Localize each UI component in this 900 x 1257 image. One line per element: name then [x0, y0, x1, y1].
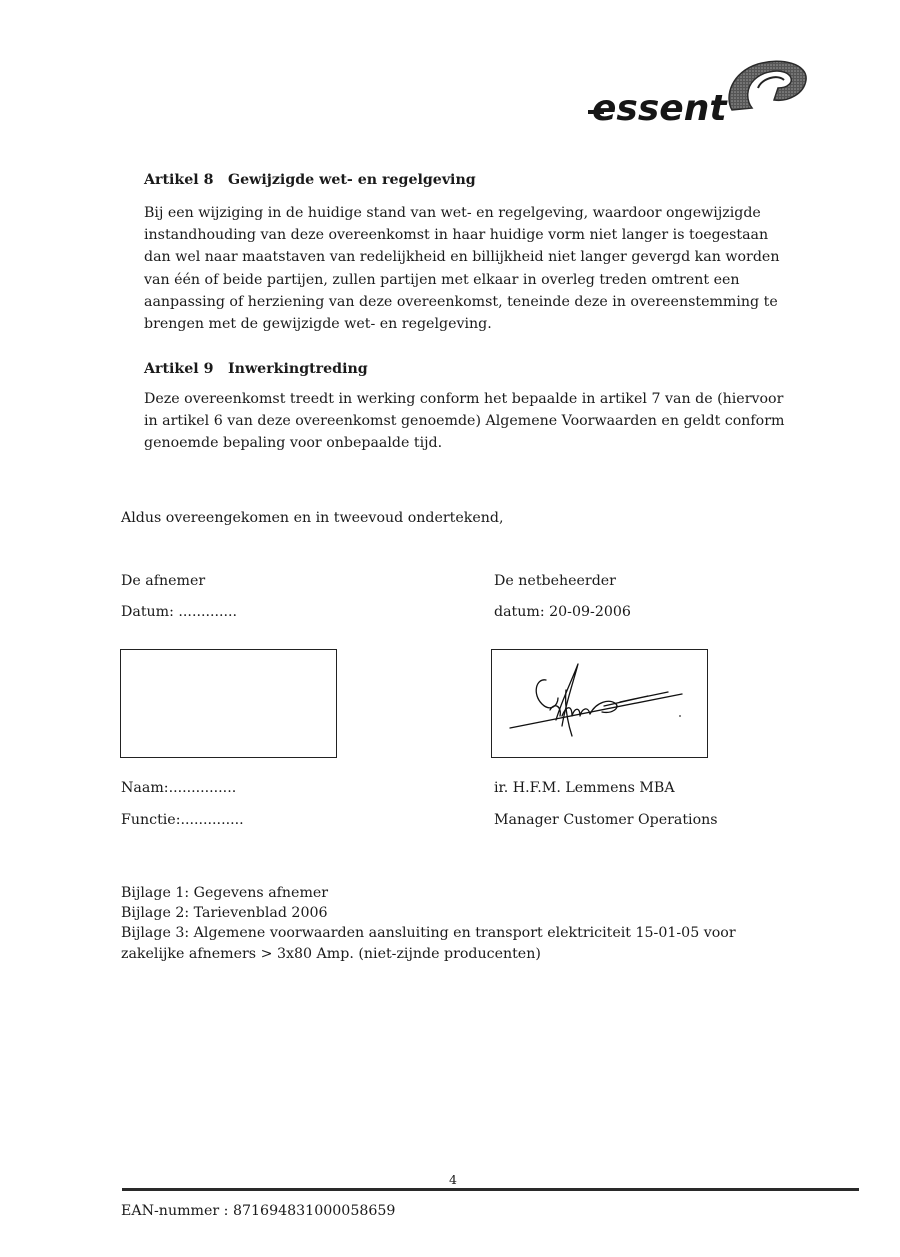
- article-8-line: van één of beide partijen, zullen partijen met elkaar in overleg treden omtrent een: [144, 271, 740, 288]
- attachments-list: [121, 883, 736, 964]
- article-8-title: Gewijzigde wet- en regelgeving: [228, 172, 476, 188]
- afnemer-role: De afnemer: [121, 573, 206, 589]
- afnemer-function-field: Functie:..............: [121, 812, 244, 828]
- article-9-line: in artikel 6 van deze overeenkomst genoemde) Algemene Voorwaarden en geldt conform: [144, 413, 785, 430]
- attachment-item: Bijlage 1: Gegevens afnemer: [121, 885, 329, 901]
- logo-text: essent: [592, 88, 727, 129]
- article-9-line: Deze overeenkomst treedt in werking conform het bepaalde in artikel 7 van de (hiervoor: [144, 391, 784, 407]
- article-8-line: dan wel naar maatstaven van redelijkheid en billijkheid niet langer gevergd kan worden: [144, 249, 780, 266]
- netbeheerder-role: De netbeheerder: [494, 573, 616, 589]
- afnemer-signature-box: [120, 649, 337, 758]
- ean-number: EAN-nummer : 871694831000058659: [121, 1203, 396, 1219]
- article-9-number: Artikel 9: [144, 361, 214, 377]
- article-9-title: Inwerkingtreding: [228, 361, 368, 377]
- netbeheerder-name: ir. H.F.M. Lemmens MBA: [494, 780, 675, 796]
- handwritten-signature-icon: [492, 650, 706, 756]
- article-8-line: brengen met de gewijzigde wet- en regelgeving.: [144, 316, 492, 333]
- article-8-line: instandhouding van deze overeenkomst in haar huidige vorm niet langer is toegestaan: [144, 227, 769, 244]
- afnemer-name-field: Naam:...............: [121, 780, 237, 796]
- netbeheerder-signature-box: [491, 649, 708, 758]
- attachment-item: zakelijke afnemers > 3x80 Amp. (niet-zijnde producenten): [121, 945, 541, 962]
- footer-divider: [122, 1188, 859, 1191]
- article-8-body: [144, 202, 779, 335]
- article-9-body: [144, 388, 784, 455]
- article-8-line: Bij een wijziging in de huidige stand van wet- en regelgeving, waardoor ongewijzigde: [144, 205, 761, 221]
- netbeheerder-date: datum: 20-09-2006: [494, 604, 631, 620]
- page-number: 4: [449, 1172, 457, 1187]
- article-9-line: genoemde bepaling voor onbepaalde tijd.: [144, 435, 443, 452]
- article-8-heading: [144, 172, 476, 188]
- essent-logo: [592, 58, 822, 138]
- afnemer-date-field: Datum: .............: [121, 604, 238, 620]
- article-9-heading: [144, 361, 368, 377]
- article-8-number: Artikel 8: [144, 172, 214, 188]
- attachment-item: Bijlage 2: Tarievenblad 2006: [121, 905, 328, 922]
- netbeheerder-function: Manager Customer Operations: [494, 812, 718, 828]
- attachment-item: Bijlage 3: Algemene voorwaarden aansluiting en transport elektriciteit 15-01-05 voor: [121, 925, 736, 942]
- logo-swirl-icon: [722, 58, 812, 118]
- article-8-line: aanpassing of herziening van deze overeenkomst, teneinde deze in overeenstemming te: [144, 293, 778, 310]
- agreement-statement: Aldus overeengekomen en in tweevoud ondertekend,: [121, 510, 504, 526]
